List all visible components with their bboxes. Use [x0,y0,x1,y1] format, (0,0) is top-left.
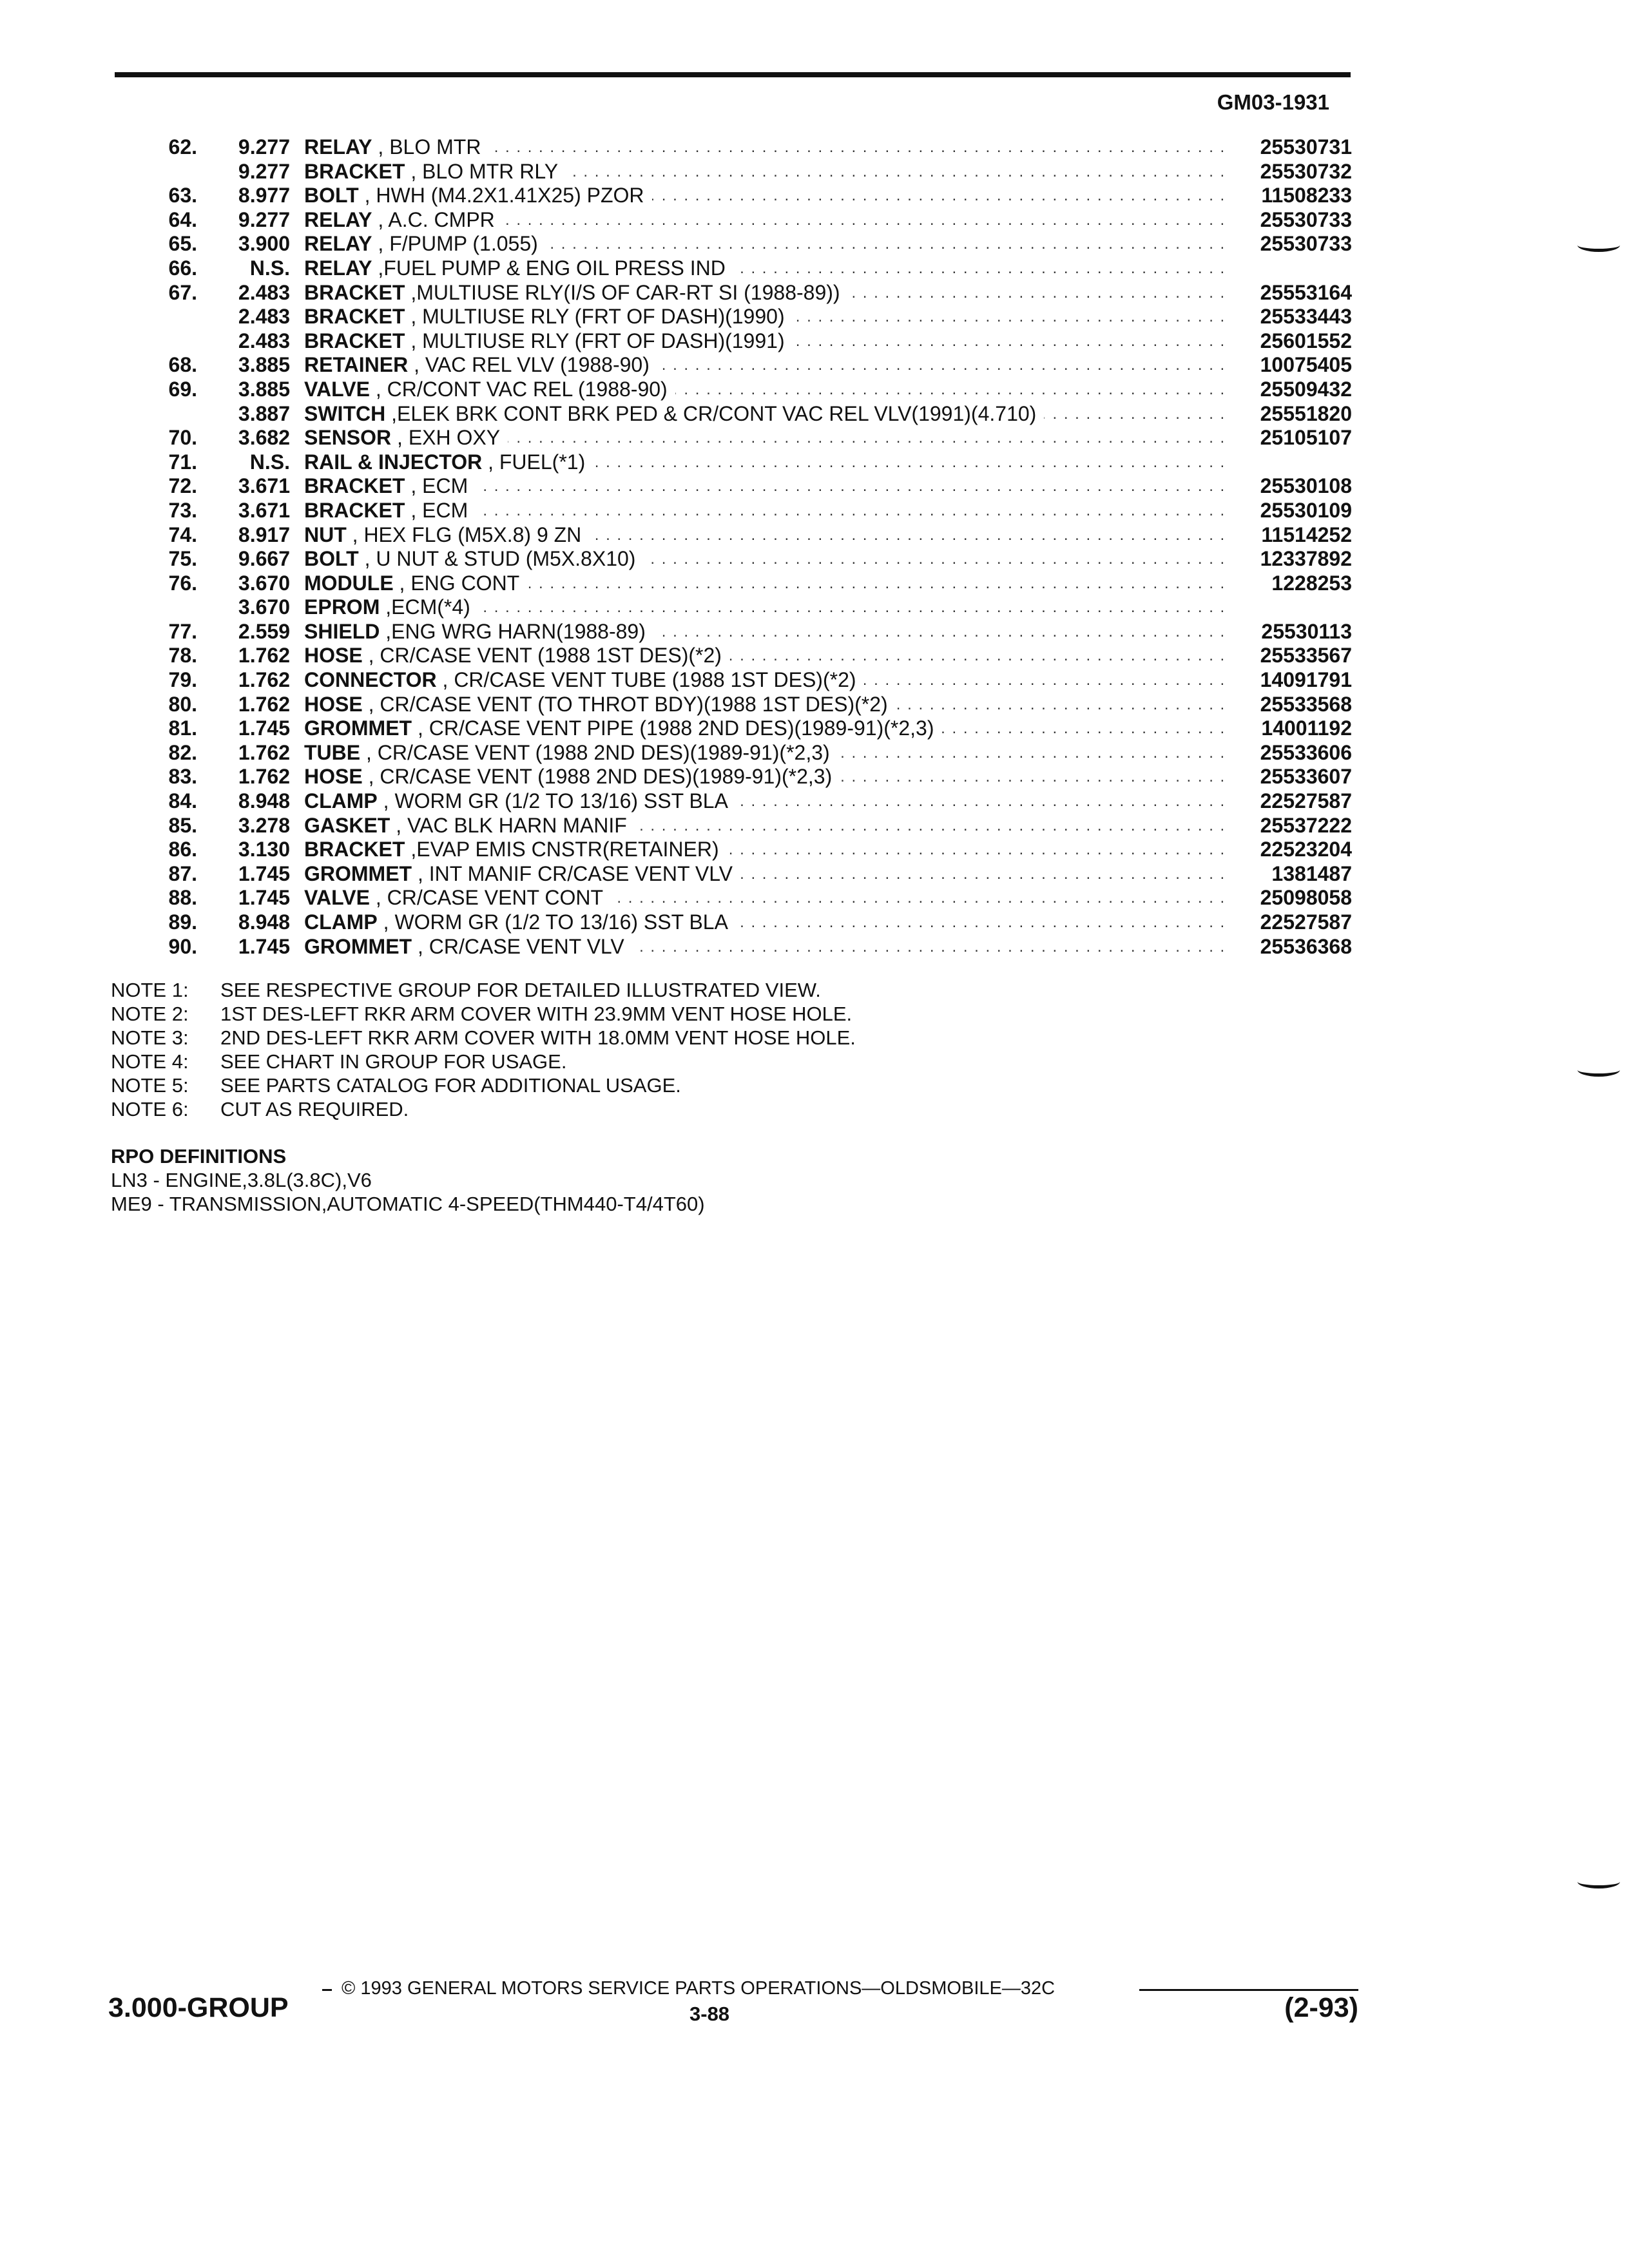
group-number: 1.762 [238,668,290,692]
part-description [304,547,1223,572]
part-row [115,886,1352,910]
part-row [115,935,1352,959]
rpo-item: ME9 - TRANSMISSION,AUTOMATIC 4-SPEED(THM440-T4/4T60) [111,1193,705,1215]
part-name: CLAMP [304,910,378,934]
ref-number: 71. [168,450,197,474]
part-detail: , MULTIUSE RLY (FRT OF DASH)(1990) [410,305,785,329]
ref-number: 90. [168,934,197,958]
part-row [115,208,1352,233]
note-text: CUT AS REQUIRED. [220,1098,409,1120]
part-description [304,402,1223,427]
part-detail: ,MULTIUSE RLY(I/S OF CAR-RT SI (1988-89)) [410,280,840,304]
ref-number: 85. [168,813,197,837]
part-description [304,281,1223,305]
group-number: 3.670 [238,571,290,595]
part-detail: , WORM GR (1/2 TO 13/16) SST BLA [383,910,728,934]
part-number: 1381487 [1271,861,1352,885]
part-description [304,135,1223,160]
ref-number: 89. [168,910,197,934]
parts-list [115,135,1352,959]
revision-date: (2-93) [1284,1992,1358,2023]
part-detail: , ECM [410,498,468,522]
part-name: SENSOR [304,426,392,450]
part-number: 25537222 [1260,813,1352,837]
part-detail: ,ELEK BRK CONT BRK PED & CR/CONT VAC REL VLV(1991)(4.710) [391,401,1037,425]
part-detail: , VAC REL VLV (1988-90) [414,353,650,377]
ref-number: 68. [168,353,197,377]
ref-number: 67. [168,280,197,304]
ref-number: 76. [168,571,197,595]
part-description [304,256,1223,281]
part-name: RELAY [304,256,372,280]
part-row [115,595,1352,620]
part-number: 25105107 [1260,426,1352,450]
part-row [115,838,1352,862]
group-number: 3.671 [238,474,290,498]
group-number: 9.277 [238,135,290,159]
part-detail: , CR/CASE VENT (1988 2ND DES)(1989-91)(*2,3) [366,740,830,764]
part-row [115,765,1352,789]
part-name: BRACKET [304,474,405,498]
group-number: 2.483 [238,305,290,329]
ref-number: 84. [168,789,197,813]
part-description [304,741,1223,765]
ref-number: 78. [168,644,197,668]
part-name: RELAY [304,232,372,256]
part-number: 25533567 [1260,644,1352,668]
note-line [111,1073,856,1097]
part-description [304,329,1223,354]
ref-number: 80. [168,692,197,716]
group-number: 1.762 [238,765,290,789]
note-text: 1ST DES-LEFT RKR ARM COVER WITH 23.9MM VENT HOSE HOLE. [220,1003,853,1025]
part-row [115,910,1352,935]
part-row [115,814,1352,838]
part-row [115,499,1352,523]
ref-number: 66. [168,256,197,280]
part-detail: , VAC BLK HARN MANIF [396,813,627,837]
part-name: BRACKET [304,329,405,352]
part-detail: , U NUT & STUD (M5X.8X10) [364,547,636,571]
ref-number: 63. [168,184,197,207]
part-description [304,232,1223,256]
ref-number: 64. [168,207,197,231]
note-text: SEE PARTS CATALOG FOR ADDITIONAL USAGE. [220,1074,681,1097]
ref-number: 79. [168,668,197,692]
group-number: 2.483 [238,280,290,304]
part-name: BRACKET [304,280,405,304]
part-description [304,353,1223,378]
part-description [304,814,1223,838]
ref-number: 70. [168,426,197,450]
part-row [115,789,1352,814]
group-number: 3.670 [238,595,290,619]
part-row [115,232,1352,256]
part-row [115,450,1352,475]
part-row [115,620,1352,644]
note-label: NOTE 2: [111,1003,189,1025]
part-row [115,184,1352,208]
part-detail: , ENG CONT [399,571,520,595]
part-row [115,862,1352,887]
part-description [304,716,1223,741]
notes-section [111,978,856,1121]
footer-group: 3.000-GROUP [108,1992,289,2023]
ref-number: 69. [168,377,197,401]
group-number: N.S. [249,256,290,280]
ref-number: 75. [168,547,197,571]
part-detail: , CR/CASE VENT TUBE (1988 1ST DES)(*2) [442,668,856,692]
part-name: CLAMP [304,789,378,813]
ref-number: 74. [168,523,197,546]
part-row [115,378,1352,402]
part-detail: , CR/CASE VENT (1988 1ST DES)(*2) [368,644,722,668]
part-detail: , CR/CASE VENT (TO THROT BDY)(1988 1ST DES)(*2) [368,692,888,716]
rpo-definitions [111,1144,705,1216]
group-number: 8.917 [238,523,290,546]
part-description [304,935,1223,959]
ref-number: 88. [168,886,197,910]
part-description [304,499,1223,523]
part-number: 25533568 [1260,692,1352,716]
part-name: GROMMET [304,716,412,740]
part-name: TUBE [304,740,361,764]
part-number: 25530732 [1260,159,1352,183]
group-number: 3.885 [238,353,290,377]
part-description [304,305,1223,329]
part-row [115,160,1352,184]
part-name: HOSE [304,692,363,716]
part-number: 25530109 [1260,498,1352,522]
part-row [115,572,1352,596]
part-description [304,595,1223,620]
part-detail: , BLO MTR [378,135,481,159]
part-detail: , A.C. CMPR [378,207,495,231]
part-row [115,716,1352,741]
part-name: BRACKET [304,498,405,522]
part-detail: , CR/CONT VAC REL (1988-90) [375,377,668,401]
part-detail: ,ECM(*4) [385,595,470,619]
note-line [111,1097,856,1121]
page-number: 3-88 [689,2003,730,2025]
ref-number: 77. [168,619,197,643]
footer-rule-left [322,1989,332,1991]
note-line [111,1002,856,1026]
part-name: VALVE [304,886,370,910]
part-description [304,208,1223,233]
group-number: 9.277 [238,207,290,231]
note-text: SEE RESPECTIVE GROUP FOR DETAILED ILLUSTRATED VIEW. [220,979,821,1001]
part-description [304,184,1223,208]
group-number: 3.887 [238,401,290,425]
part-number: 22527587 [1260,789,1352,813]
part-name: GROMMET [304,934,412,958]
part-number: 25533607 [1260,765,1352,789]
group-number: 3.130 [238,838,290,861]
part-number: 25533606 [1260,740,1352,764]
part-name: RETAINER [304,353,409,377]
part-detail: ,ENG WRG HARN(1988-89) [385,619,646,643]
binder-hole-mark [1577,1875,1620,1888]
part-row [115,741,1352,765]
note-text: 2ND DES-LEFT RKR ARM COVER WITH 18.0MM VENT HOSE HOLE. [220,1026,856,1049]
note-label: NOTE 4: [111,1050,189,1073]
part-description [304,693,1223,717]
part-name: BOLT [304,184,359,207]
part-detail: ,EVAP EMIS CNSTR(RETAINER) [410,838,719,861]
part-name: BOLT [304,547,359,571]
group-number: 8.948 [238,789,290,813]
part-name: GASKET [304,813,390,837]
group-number: 9.277 [238,159,290,183]
part-name: RELAY [304,135,372,159]
part-description [304,378,1223,402]
part-detail: , EXH OXY [397,426,501,450]
catalog-code: GM03-1931 [1217,90,1329,114]
group-number: 3.885 [238,377,290,401]
part-description [304,765,1223,789]
ref-number: 72. [168,474,197,498]
ref-number: 62. [168,135,197,159]
part-detail: , HEX FLG (M5X.8) 9 ZN [352,523,582,546]
part-number: 25553164 [1260,280,1352,304]
ref-number: 65. [168,232,197,256]
part-number: 22527587 [1260,910,1352,934]
part-name: HOSE [304,765,363,789]
part-row [115,281,1352,305]
part-detail: , CR/CASE VENT VLV [417,934,624,958]
part-detail: , HWH (M4.2X1.41X25) PZOR [364,184,644,207]
rpo-title: RPO DEFINITIONS [111,1145,287,1168]
part-description [304,862,1223,887]
part-name: BRACKET [304,305,405,329]
part-row [115,135,1352,160]
part-name: GROMMET [304,861,412,885]
group-number: 3.682 [238,426,290,450]
part-name: HOSE [304,644,363,668]
note-label: NOTE 5: [111,1074,189,1097]
group-number: 9.667 [238,547,290,571]
group-number: N.S. [249,450,290,474]
part-number: 11508233 [1261,184,1352,207]
part-row [115,644,1352,668]
part-description [304,160,1223,184]
group-number: 1.762 [238,740,290,764]
footer-rule-right [1139,1989,1358,1991]
part-detail: , CR/CASE VENT (1988 2ND DES)(1989-91)(*2,3) [368,765,833,789]
ref-number: 87. [168,861,197,885]
part-row [115,547,1352,572]
part-row [115,693,1352,717]
part-description [304,426,1223,450]
part-description [304,910,1223,935]
part-detail: , ECM [410,474,468,498]
part-number: 25530733 [1260,207,1352,231]
part-number: 25530108 [1260,474,1352,498]
group-number: 2.483 [238,329,290,352]
note-line [111,1050,856,1073]
part-name: SWITCH [304,401,386,425]
note-label: NOTE 1: [111,979,189,1001]
group-number: 8.948 [238,910,290,934]
part-detail: , F/PUMP (1.055) [378,232,538,256]
part-detail: , BLO MTR RLY [410,159,559,183]
part-number: 1228253 [1271,571,1352,595]
part-name: CONNECTOR [304,668,437,692]
part-number: 25098058 [1260,886,1352,910]
part-detail: , MULTIUSE RLY (FRT OF DASH)(1991) [410,329,785,352]
part-name: RAIL & INJECTOR [304,450,483,474]
part-number: 14001192 [1261,716,1352,740]
part-description [304,450,1223,475]
group-number: 8.977 [238,184,290,207]
group-number: 1.745 [238,861,290,885]
note-text: SEE CHART IN GROUP FOR USAGE. [220,1050,567,1073]
ref-number: 81. [168,716,197,740]
part-detail: , INT MANIF CR/CASE VENT VLV [417,861,733,885]
part-number: 25530733 [1260,232,1352,256]
part-row [115,668,1352,693]
part-name: SHIELD [304,619,380,643]
footer-copyright: © 1993 GENERAL MOTORS SERVICE PARTS OPERATIONS—OLDSMOBILE—32C [342,1978,1055,1999]
part-name: BRACKET [304,159,405,183]
part-number: 22523204 [1260,838,1352,861]
part-number: 25601552 [1260,329,1352,352]
top-rule [115,72,1351,77]
part-row [115,353,1352,378]
part-name: NUT [304,523,347,546]
group-number: 1.762 [238,692,290,716]
group-number: 3.278 [238,813,290,837]
part-number: 25509432 [1260,377,1352,401]
part-row [115,329,1352,354]
part-name: EPROM [304,595,380,619]
group-number: 1.745 [238,886,290,910]
part-number: 12337892 [1260,547,1352,571]
part-detail: , CR/CASE VENT CONT [375,886,604,910]
part-description [304,668,1223,693]
group-number: 1.745 [238,934,290,958]
part-row [115,426,1352,450]
part-number: 25530731 [1260,135,1352,159]
part-detail: ,FUEL PUMP & ENG OIL PRESS IND [378,256,726,280]
group-number: 1.745 [238,716,290,740]
part-number: 25533443 [1260,305,1352,329]
part-detail: , WORM GR (1/2 TO 13/16) SST BLA [383,789,728,813]
note-line [111,1026,856,1050]
group-number: 3.900 [238,232,290,256]
binder-hole-mark [1577,1063,1620,1077]
part-row [115,474,1352,499]
part-row [115,402,1352,427]
part-name: RELAY [304,207,372,231]
part-description [304,474,1223,499]
part-description [304,523,1223,548]
part-description [304,572,1223,596]
ref-number: 73. [168,498,197,522]
rpo-item: LN3 - ENGINE,3.8L(3.8C),V6 [111,1169,372,1191]
part-description [304,838,1223,862]
part-description [304,644,1223,668]
part-description [304,886,1223,910]
part-detail: , FUEL(*1) [488,450,586,474]
part-name: VALVE [304,377,370,401]
part-row [115,256,1352,281]
part-number: 25536368 [1260,934,1352,958]
part-name: BRACKET [304,838,405,861]
part-number: 14091791 [1260,668,1352,692]
group-number: 2.559 [238,619,290,643]
part-name: MODULE [304,571,394,595]
part-number: 11514252 [1261,523,1352,546]
group-number: 1.762 [238,644,290,668]
ref-number: 83. [168,765,197,789]
note-line [111,978,856,1002]
part-description [304,789,1223,814]
ref-number: 82. [168,740,197,764]
part-number: 25551820 [1260,401,1352,425]
group-number: 3.671 [238,498,290,522]
note-label: NOTE 6: [111,1098,189,1120]
note-label: NOTE 3: [111,1026,189,1049]
ref-number: 86. [168,838,197,861]
part-detail: , CR/CASE VENT PIPE (1988 2ND DES)(1989-91)(*2,3) [417,716,934,740]
binder-hole-mark [1577,238,1620,252]
part-row [115,523,1352,548]
part-description [304,620,1223,644]
part-number: 10075405 [1260,353,1352,377]
part-number: 25530113 [1261,619,1352,643]
part-row [115,305,1352,329]
